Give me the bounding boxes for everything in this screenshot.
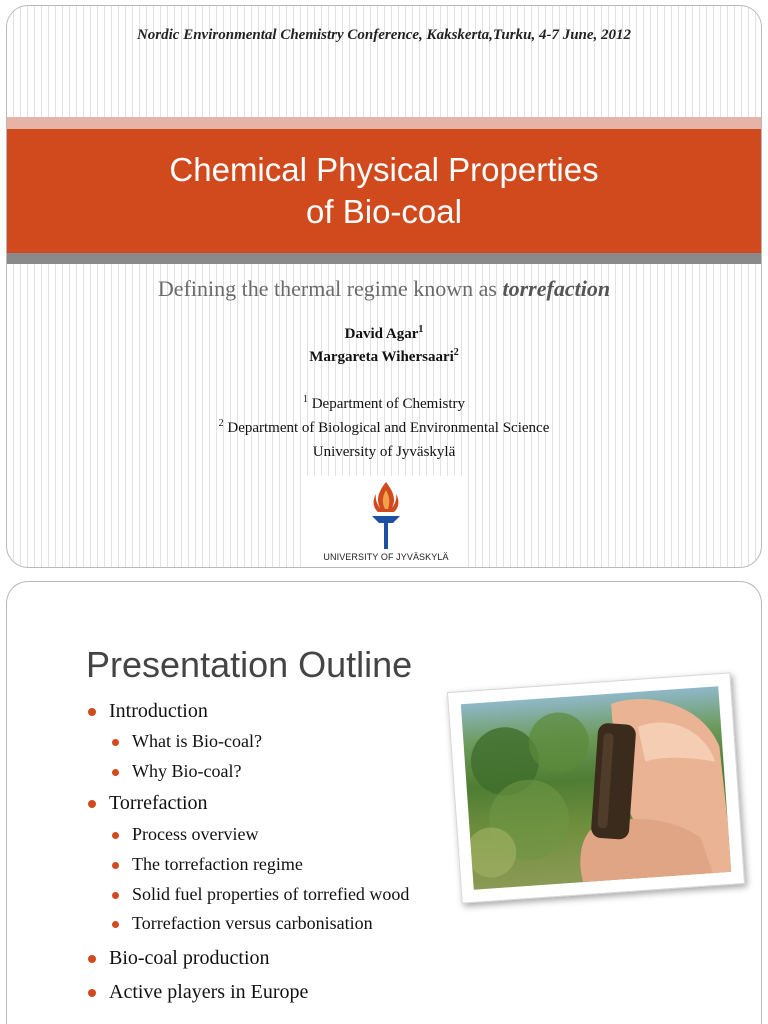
outline-subitem: What is Bio-coal? — [111, 731, 409, 761]
university-logo — [307, 476, 465, 568]
title-line-2: of Bio-coal — [306, 193, 462, 230]
author-superscript: 1 — [418, 324, 424, 335]
biocoal-photo-frame — [447, 672, 745, 903]
subtitle-emphasis: torrefaction — [502, 276, 611, 301]
author-name: Margareta Wihersaari — [309, 349, 454, 365]
outline-subitem: Process overview — [111, 824, 409, 854]
outline-slide — [6, 581, 762, 1024]
author — [7, 346, 761, 369]
pellet-photo-illustration — [461, 686, 731, 890]
title-band-top-stripe — [7, 117, 761, 129]
outline-subitem: Torrefaction versus carbonisation — [111, 913, 409, 947]
affiliation — [7, 392, 761, 416]
university-name: University of Jyväskylä — [312, 444, 456, 460]
author-superscript: 2 — [453, 347, 459, 358]
logo-text: UNIVERSITY OF JYVÄSKYLÄ — [323, 552, 449, 562]
title-band-bottom-stripe — [7, 253, 761, 264]
affiliations — [7, 392, 761, 464]
outline-subitem: Solid fuel properties of torrefied wood — [111, 884, 409, 913]
outline-item: Active players in Europe — [87, 981, 409, 1015]
outline-item: Bio-coal production — [87, 947, 409, 981]
affiliation-superscript: 1 — [302, 394, 308, 405]
subtitle-text: Defining the thermal regime known as — [157, 276, 503, 301]
title-line-1: Chemical Physical Properties — [169, 151, 599, 188]
torch-icon — [366, 480, 406, 550]
author-list — [7, 323, 761, 369]
author-name: David Agar — [344, 326, 419, 342]
outline-title: Presentation Outline — [86, 644, 413, 685]
outline-list — [87, 700, 409, 1015]
outline-item: Torrefaction — [87, 792, 409, 824]
affiliation-superscript: 2 — [218, 418, 224, 429]
title-band — [7, 129, 761, 253]
outline-subitem: Why Bio-coal? — [111, 761, 409, 792]
biocoal-pellet-photo — [461, 686, 731, 890]
conference-line: Nordic Environmental Chemistry Conference, Kakskerta,Turku, 4-7 June, 2012 — [136, 27, 632, 43]
outline-subitem: The torrefaction regime — [111, 854, 409, 884]
affiliation-text: Department of Chemistry — [311, 396, 466, 412]
affiliation — [7, 416, 761, 440]
slide-title — [104, 149, 664, 233]
title-slide — [6, 5, 762, 568]
outline-item: Introduction — [87, 700, 409, 731]
affiliation-text: Department of Biological and Environmental Science — [227, 420, 550, 436]
author — [7, 323, 761, 346]
subtitle — [7, 276, 761, 302]
